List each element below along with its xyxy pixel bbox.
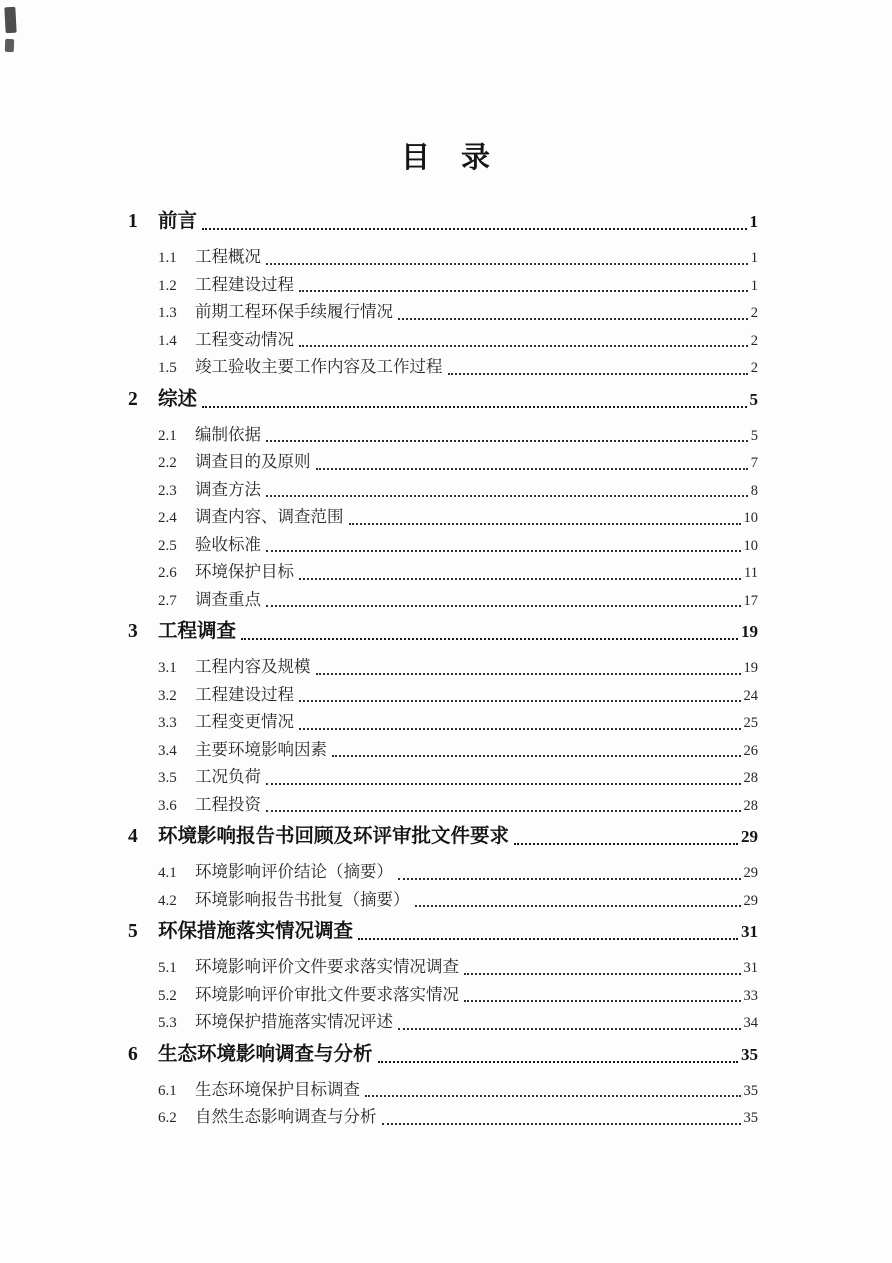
toc-leader-dots — [514, 843, 738, 845]
toc-entry[interactable] — [128, 448, 758, 476]
toc-entry-page: 34 — [743, 1015, 758, 1031]
toc-entry-page: 31 — [741, 922, 758, 941]
toc-entry-number: 3.6 — [158, 797, 177, 814]
toc-entry-title: 调查目的及原则 — [195, 452, 311, 471]
toc-entry-title: 工程概况 — [195, 247, 261, 266]
toc-leader-dots — [464, 973, 741, 975]
toc-entry[interactable] — [128, 1076, 758, 1104]
toc-leader-dots — [266, 440, 748, 442]
toc-entry[interactable] — [128, 981, 758, 1009]
toc-entry[interactable] — [128, 558, 758, 586]
toc-entry[interactable] — [128, 271, 758, 299]
toc-entry-page: 10 — [743, 537, 758, 554]
toc-entry-title: 工程建设过程 — [195, 274, 294, 294]
toc-entry-number: 1 — [128, 211, 138, 232]
toc-leader-dots — [266, 495, 748, 497]
toc-entry-page: 33 — [743, 987, 758, 1004]
toc-leader-dots — [415, 905, 741, 907]
toc-entry[interactable] — [128, 917, 758, 947]
toc-entry-title: 工况负荷 — [195, 767, 261, 786]
toc-leader-dots — [378, 1061, 738, 1063]
toc-entry-page: 29 — [741, 827, 758, 846]
toc-entry-title: 调查方法 — [195, 479, 261, 499]
toc-entry[interactable] — [128, 531, 758, 559]
toc-leader-dots — [332, 755, 741, 757]
toc-entry-page: 29 — [743, 892, 758, 909]
toc-entry[interactable] — [128, 298, 758, 326]
toc-entry-page: 24 — [743, 687, 758, 704]
toc-entry-number: 3.1 — [158, 660, 177, 676]
toc-leader-dots — [202, 406, 746, 408]
toc-entry-number: 5.2 — [158, 987, 177, 1004]
toc-entry-page: 26 — [743, 742, 758, 759]
toc-leader-dots — [266, 263, 748, 265]
toc-leader-dots — [398, 318, 748, 320]
toc-entry-page: 1 — [749, 212, 758, 231]
toc-leader-dots — [316, 468, 748, 470]
scan-artifact-icon — [4, 7, 16, 34]
toc-entry-number: 3.3 — [158, 715, 177, 731]
toc-entry-number: 2.3 — [158, 482, 177, 499]
toc-entry-title: 工程内容及规模 — [195, 657, 311, 676]
toc-leader-dots — [299, 290, 748, 292]
toc-entry-number: 3 — [128, 621, 138, 642]
toc-entry[interactable] — [128, 791, 758, 819]
toc-entry[interactable] — [128, 953, 758, 981]
toc-entry-number: 2.4 — [158, 510, 177, 526]
toc-entry-title: 环境保护目标 — [195, 562, 294, 581]
toc-entry-number: 6 — [128, 1043, 138, 1065]
toc-entry[interactable] — [128, 1008, 758, 1036]
toc-leader-dots — [316, 673, 741, 675]
toc-entry-page: 5 — [750, 427, 758, 444]
toc-entry-title: 验收标准 — [195, 534, 261, 554]
toc-entry-page: 17 — [743, 592, 758, 609]
toc-entry-title: 竣工验收主要工作内容及工作过程 — [195, 357, 443, 376]
toc-entry[interactable] — [128, 243, 758, 271]
toc-entry-number: 2.6 — [158, 565, 177, 581]
toc-entry[interactable] — [128, 736, 758, 764]
toc-leader-dots — [202, 228, 746, 230]
toc-entry-title: 环境影响报告书回顾及环评审批文件要求 — [158, 826, 510, 847]
toc-entry[interactable] — [128, 681, 758, 709]
toc-entry-title: 综述 — [158, 388, 198, 410]
toc-entry-page: 28 — [743, 797, 758, 814]
toc-entry-number: 3.2 — [158, 687, 177, 704]
toc-entry[interactable] — [128, 586, 758, 614]
toc-entry-page: 19 — [743, 660, 758, 676]
toc-entry-page: 31 — [743, 960, 758, 976]
toc-entry-number: 6.2 — [158, 1110, 177, 1126]
toc-entry[interactable] — [128, 617, 758, 647]
toc-entry[interactable] — [128, 385, 758, 415]
toc-leader-dots — [266, 550, 741, 552]
toc-entry-title: 工程变动情况 — [195, 329, 294, 349]
toc-entry[interactable] — [128, 207, 758, 237]
page-title: 目 录 — [400, 142, 491, 174]
toc-entry[interactable] — [128, 886, 758, 914]
toc-entry-page: 35 — [743, 1082, 758, 1099]
toc-leader-dots — [448, 373, 748, 375]
toc-leader-dots — [382, 1123, 741, 1125]
toc-entry[interactable] — [128, 503, 758, 531]
toc-entry-page: 5 — [749, 389, 758, 409]
toc-entry[interactable] — [128, 1040, 758, 1070]
toc-entry-page: 1 — [750, 277, 758, 294]
toc-entry-title: 编制依据 — [195, 424, 261, 444]
toc-entry-page: 7 — [750, 455, 758, 471]
toc-entry-number: 4.2 — [158, 892, 177, 909]
toc-entry-page: 19 — [741, 622, 758, 641]
toc-entry[interactable] — [128, 763, 758, 791]
toc-entry-number: 2.7 — [158, 592, 177, 609]
toc-entry-number: 5.1 — [158, 960, 177, 976]
toc-entry-title: 工程变更情况 — [195, 712, 294, 731]
toc-entry-number: 3.4 — [158, 742, 177, 759]
toc-entry[interactable] — [128, 421, 758, 449]
toc-entry-number: 4.1 — [158, 865, 177, 881]
toc-entry-title: 工程投资 — [195, 794, 261, 814]
toc-entry-page: 2 — [750, 305, 758, 321]
toc-entry-number: 1.2 — [158, 277, 177, 294]
toc-entry-title: 调查重点 — [195, 589, 261, 609]
toc-entry-page: 2 — [750, 332, 758, 349]
toc-entry-number: 3.5 — [158, 770, 177, 786]
toc-leader-dots — [349, 523, 741, 525]
toc-entry-page: 35 — [741, 1044, 758, 1064]
toc-leader-dots — [266, 783, 741, 785]
toc-leader-dots — [299, 728, 741, 730]
toc-entry-number: 1.3 — [158, 305, 177, 321]
toc-entry-number: 5.3 — [158, 1015, 177, 1031]
toc-leader-dots — [241, 638, 738, 640]
toc-entry-number: 2.1 — [158, 427, 177, 444]
toc-entry-title: 环境保护措施落实情况评述 — [195, 1012, 393, 1031]
toc-leader-dots — [365, 1095, 741, 1097]
toc-leader-dots — [358, 938, 738, 940]
toc-entry-number: 2.5 — [158, 537, 177, 554]
toc-leader-dots — [266, 605, 741, 607]
toc-entry[interactable] — [128, 326, 758, 354]
toc-entry-number: 1.1 — [158, 250, 177, 266]
toc-entry-page: 10 — [743, 510, 758, 526]
toc-entry[interactable] — [128, 1103, 758, 1131]
toc-leader-dots — [464, 1000, 741, 1002]
toc-entry-page: 1 — [750, 250, 758, 266]
toc-entry-title: 生态环境影响调查与分析 — [158, 1043, 373, 1065]
toc-entry-page: 35 — [743, 1110, 758, 1126]
toc-entry-page: 25 — [743, 715, 758, 731]
toc-entry[interactable] — [128, 476, 758, 504]
toc-entry-title: 生态环境保护目标调查 — [195, 1079, 360, 1099]
toc-entry-number: 2.2 — [158, 455, 177, 471]
toc-entry-page: 29 — [743, 865, 758, 881]
toc-entry-title: 环境影响评价文件要求落实情况调查 — [195, 957, 459, 976]
toc-entry[interactable] — [128, 822, 758, 852]
toc-leader-dots — [266, 810, 741, 812]
toc-entry-number: 6.1 — [158, 1082, 177, 1099]
toc-leader-dots — [299, 578, 741, 580]
toc-entry-title: 前期工程环保手续履行情况 — [195, 302, 393, 321]
toc-entry-title: 调查内容、调查范围 — [195, 507, 344, 526]
toc-entry-page: 28 — [743, 770, 758, 786]
toc-entry-title: 主要环境影响因素 — [195, 739, 327, 759]
toc-entry-number: 2 — [128, 388, 138, 410]
toc-entry-title: 环境影响评价审批文件要求落实情况 — [195, 984, 459, 1004]
toc-entry-number: 5 — [128, 921, 138, 942]
toc-entry-number: 1.4 — [158, 332, 177, 349]
toc-entry-title: 自然生态影响调查与分析 — [195, 1107, 377, 1126]
toc-entry-title: 环境影响评价结论（摘要） — [195, 862, 393, 881]
toc-entry-page: 2 — [750, 360, 758, 376]
toc-leader-dots — [398, 1028, 741, 1030]
toc-entry[interactable] — [128, 858, 758, 886]
toc-entry[interactable] — [128, 353, 758, 381]
toc-entry-title: 工程建设过程 — [195, 684, 294, 704]
toc-entry-page: 11 — [744, 565, 758, 581]
toc-entry-number: 1.5 — [158, 360, 177, 376]
toc-leader-dots — [398, 878, 741, 880]
toc-leader-dots — [299, 700, 741, 702]
toc-list — [128, 207, 758, 1131]
scan-artifact-icon — [5, 39, 14, 52]
toc-leader-dots — [299, 345, 748, 347]
toc-entry-title: 环境影响报告书批复（摘要） — [195, 889, 410, 909]
toc-entry-title: 环保措施落实情况调查 — [158, 921, 354, 942]
toc-entry-page: 8 — [750, 482, 758, 499]
toc-entry[interactable] — [128, 653, 758, 681]
toc-entry-title: 工程调查 — [158, 621, 237, 642]
toc-entry-number: 4 — [128, 826, 138, 847]
toc-entry-title: 前言 — [158, 211, 198, 232]
toc-entry[interactable] — [128, 708, 758, 736]
